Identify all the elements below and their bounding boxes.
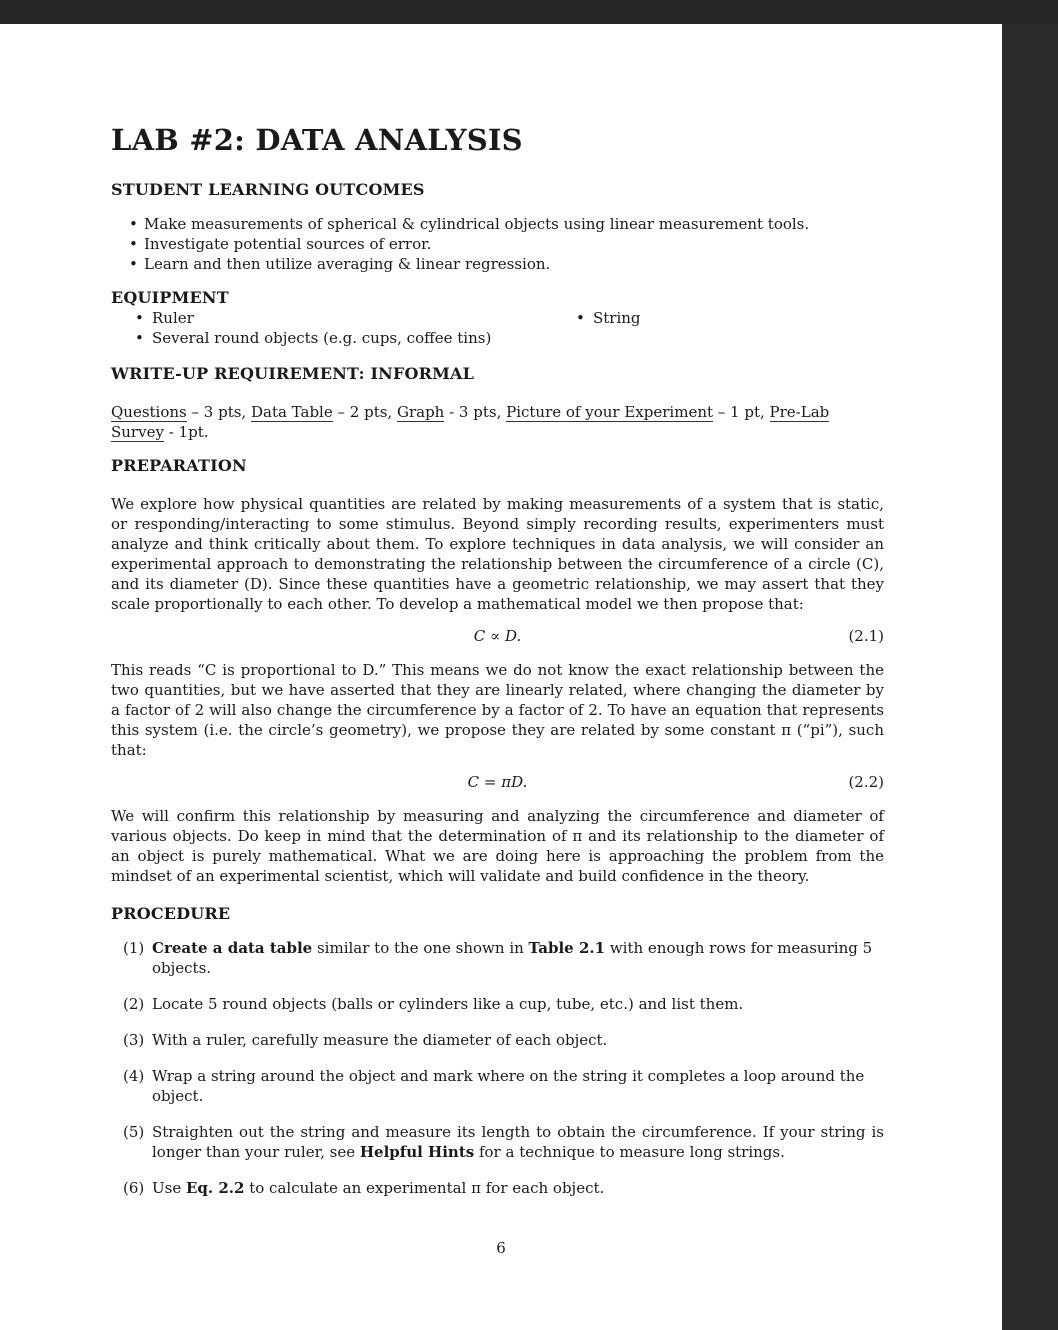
survey-link[interactable]: Pre-Lab Survey bbox=[111, 403, 830, 441]
list-item bbox=[111, 1178, 884, 1198]
step-text: Locate 5 round objects (balls or cylinders like a cup, tube, etc.) and list them. bbox=[152, 995, 744, 1013]
equation-expression: C = πD. bbox=[467, 773, 528, 791]
step-text: with enough rows for measuring 5 objects. bbox=[152, 939, 873, 977]
list-item: • Learn and then utilize averaging & linear regression. bbox=[129, 254, 884, 274]
equation-number: (2.1) bbox=[848, 627, 884, 645]
picture-link[interactable]: Picture of your Experiment bbox=[506, 403, 714, 421]
writeup-requirements bbox=[111, 402, 884, 442]
equipment-heading: EQUIPMENT bbox=[111, 288, 229, 307]
step-text: Wrap a string around the object and mark where on the string it completes a loop around the object. bbox=[152, 1067, 865, 1105]
list-item bbox=[111, 938, 884, 978]
procedure-heading: PROCEDURE bbox=[111, 904, 231, 923]
preparation-paragraph-2: This reads “C is proportional to D.” This means we do not know the exact relationship between the two quantities, but we have asserted that they are linearly related, where changing the diameter by a factor of 2 will also change the circumference by a factor of 2. To have an equation that represents this system (i.e. the circle’s geometry), we propose they are related by some constant π (“pi”), such that: bbox=[111, 661, 884, 759]
viewer-top-bar bbox=[0, 0, 1058, 24]
list-item: • Make measurements of spherical & cylindrical objects using linear measurement tools. bbox=[129, 214, 884, 234]
equation-expression: C ∝ D. bbox=[473, 627, 522, 645]
step-number: (6) bbox=[123, 1179, 145, 1197]
writeup-heading: WRITE-UP REQUIREMENT: INFORMAL bbox=[111, 364, 475, 383]
list-item bbox=[111, 1066, 884, 1106]
equation-2-1 bbox=[111, 626, 884, 646]
data-table-link[interactable]: Data Table bbox=[250, 403, 333, 421]
preparation-paragraph-3: We will confirm this relationship by measuring and analyzing the circumference and diameter of various objects. Do keep in mind that the determination of π and its relationship to the diameter of an object is purely mathematical. What we are doing here is approaching the problem from the mindset of an experimental scientist, which will validate and build confidence in the theory. bbox=[111, 807, 884, 885]
step-text: for a technique to measure long strings. bbox=[474, 1143, 785, 1161]
list-item bbox=[111, 994, 884, 1014]
data-table-points: – 2 pts, bbox=[332, 403, 397, 421]
equipment-column-2 bbox=[552, 308, 641, 348]
step-bold-text: Create a data table bbox=[152, 939, 313, 957]
step-number: (5) bbox=[123, 1123, 145, 1141]
graph-points: - 3 pts, bbox=[444, 403, 507, 421]
step-text: similar to the one shown in bbox=[312, 939, 529, 957]
list-item: • Investigate potential sources of error. bbox=[129, 234, 884, 254]
list-item: • String bbox=[576, 308, 641, 328]
page-title: LAB #2: DATA ANALYSIS bbox=[111, 123, 523, 157]
step-number: (2) bbox=[123, 995, 145, 1013]
step-text: Use bbox=[152, 1179, 186, 1197]
outcomes-list bbox=[111, 214, 884, 274]
preparation-paragraph-1: We explore how physical quantities are related by making measurements of a system that is static, or responding/interacting to some stimulus. Beyond simply recording results, experimenters must analyze and think critically about them. To explore techniques in data analysis, we will consider an experimental approach to demonstrating the relationship between the circumference of a circle (C), and its diameter (D). Since these quantities have a geometric relationship, we may assert that they scale proportionally to each other. To develop a mathematical model we then propose that: bbox=[111, 495, 884, 613]
preparation-heading: PREPARATION bbox=[111, 456, 247, 475]
equipment-list bbox=[111, 308, 884, 348]
list-item bbox=[111, 1030, 884, 1050]
step-number: (1) bbox=[123, 939, 145, 957]
survey-points: - 1pt. bbox=[163, 423, 209, 441]
table-reference: Table 2.1 bbox=[528, 939, 606, 957]
step-text: Straighten out the string and measure its length to obtain the circumference. If your string is longer than your ruler, see bbox=[152, 1123, 884, 1161]
step-number: (4) bbox=[123, 1067, 145, 1085]
page-number: 6 bbox=[496, 1239, 506, 1257]
equation-reference: Eq. 2.2 bbox=[185, 1179, 245, 1197]
questions-points: – 3 pts, bbox=[186, 403, 251, 421]
list-item: • Ruler bbox=[135, 308, 552, 328]
equation-number: (2.2) bbox=[848, 773, 884, 791]
step-number: (3) bbox=[123, 1031, 145, 1049]
equipment-column-1 bbox=[111, 308, 552, 348]
helpful-hints-reference: Helpful Hints bbox=[359, 1143, 475, 1161]
viewer-right-bar bbox=[1020, 24, 1058, 1330]
procedure-list bbox=[111, 938, 884, 1198]
document-page bbox=[0, 24, 1002, 1330]
step-text: With a ruler, carefully measure the diameter of each object. bbox=[152, 1031, 608, 1049]
picture-points: – 1 pt, bbox=[713, 403, 770, 421]
page-content bbox=[111, 122, 884, 1214]
questions-link[interactable]: Questions bbox=[111, 403, 187, 421]
equation-2-2 bbox=[111, 772, 884, 792]
list-item bbox=[111, 1122, 884, 1162]
outcomes-heading: STUDENT LEARNING OUTCOMES bbox=[111, 180, 425, 199]
list-item: • Several round objects (e.g. cups, coffee tins) bbox=[135, 328, 552, 348]
graph-link[interactable]: Graph bbox=[396, 403, 445, 421]
step-text: to calculate an experimental π for each object. bbox=[244, 1179, 605, 1197]
